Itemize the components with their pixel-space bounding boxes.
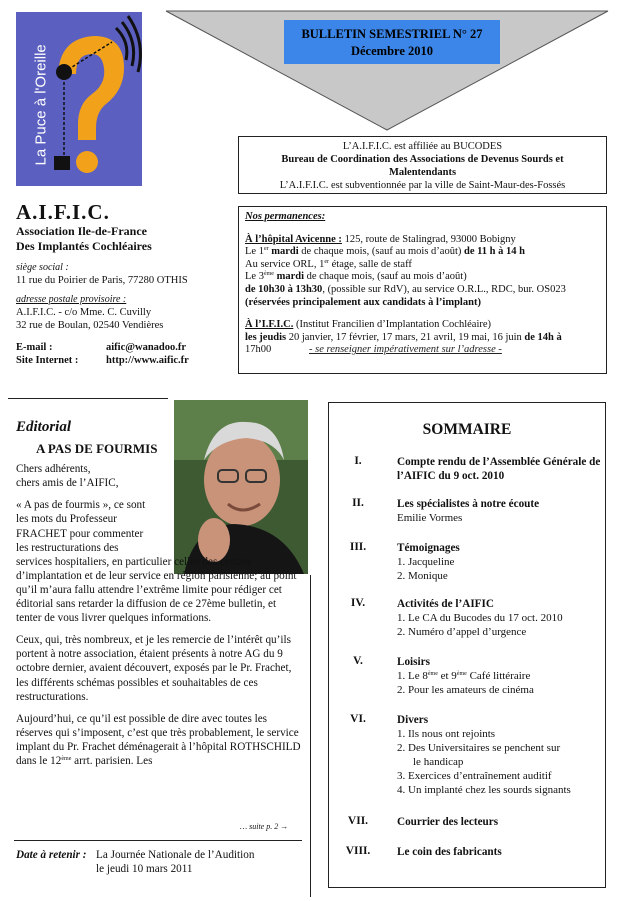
association-info: [16, 200, 226, 367]
siege-label: siège social :: [16, 262, 69, 273]
editorial-text: Aujourd’hui, ce qu’il est possible de dire avec toutes les réserves qui s’imposent, c’est que très probablement, le service implant du Pr. Frachet déménagerait à l’hôpital ROTHSCHILD dans le 12: [16, 712, 301, 767]
toc-subitem: 3. Exercices d’entraînement auditif: [397, 770, 552, 782]
toc-item-title: Divers: [397, 714, 429, 726]
toc-item-title: Loisirs: [397, 656, 430, 668]
schedule-text: Le 1: [245, 246, 264, 258]
toc-subitem: 2. Numéro d’appel d’urgence: [397, 626, 527, 638]
toc-subitem: 1. Jacqueline: [397, 556, 455, 568]
editorial-paragraph: Ceux, qui, très nombreux, et je les remercie de l’intérêt qu’ils portent à notre association, étaient présents à notre AG du 9 octobre dernier, avaient découvert, exposés par le Pr. Frachet, les différents schémas possibles et souhaitables de ces restructurations.: [16, 634, 292, 703]
date-value: le jeudi 10 mars 2011: [96, 863, 193, 875]
superscript: ème: [456, 671, 467, 677]
schedule-text: de chaque mois, (sauf au mois d’août): [298, 246, 465, 258]
affiliation-line: L’A.I.F.I.C. est affiliée au BUCODES: [342, 141, 503, 152]
table-of-contents: [328, 402, 606, 888]
hopital-title: À l’hôpital Avicenne :: [245, 233, 342, 245]
superscript: er: [263, 246, 269, 253]
toc-number: VI.: [350, 713, 366, 725]
schedule-text: de chaque mois, (sauf au mois d’août): [304, 271, 467, 283]
toc-item-title: Compte rendu de l’Assemblée Générale de l’AIFIC du 9 oct. 2010: [397, 456, 601, 482]
site-label: Site Internet :: [16, 355, 79, 366]
superscript: ème: [61, 755, 72, 762]
editorial-section: [16, 420, 304, 768]
toc-subitem: 1. Ils nous ont rejoints: [397, 728, 496, 740]
toc-number: V.: [353, 655, 363, 667]
editorial-title: Editorial: [16, 419, 72, 435]
superscript: ème: [427, 671, 438, 677]
date-rule: [14, 840, 302, 841]
ific-description: (Institut Francilien d’Implantation Cochléaire): [293, 319, 492, 331]
affiliation-line: L’A.I.F.I.C. est subventionnée par la ville de Saint-Maur-des-Fossés: [279, 180, 566, 191]
affiliation-box: [238, 136, 607, 194]
schedule-hours: 17h00: [245, 344, 272, 356]
editorial-text: arrt. parisien. Les: [71, 754, 153, 767]
association-subtitle: Association Ile-de-France: [16, 224, 147, 238]
toc-item-title: Courrier des lecteurs: [397, 816, 499, 828]
schedule-text: , (possible sur RdV), au service O.R.L., RDC, bur. OS023: [322, 283, 566, 295]
editorial-text: les restructurations des: [16, 541, 119, 554]
reserved-note: (réservées principalement aux candidats à l’implant): [245, 296, 481, 308]
hopital-address: 125, route de Stalingrad, 93000 Bobigny: [341, 233, 516, 245]
bulletin-date: Décembre 2010: [350, 44, 434, 58]
affiliation-line: Malentendants: [388, 167, 457, 178]
toc-item-title: Activités de l’AIFIC: [397, 598, 494, 610]
postal-address: 32 rue de Boulan, 02540 Vendières: [16, 320, 164, 331]
editorial-top-rule: [8, 398, 168, 399]
toc-number: VII.: [347, 815, 369, 827]
logo-text: La Puce à l'Oreille: [32, 44, 50, 166]
email-link[interactable]: aific@wanadoo.fr: [106, 342, 187, 353]
toc-number: III.: [349, 541, 367, 553]
affiliation-line: Bureau de Coordination des Associations de Devenus Sourds et: [281, 154, 564, 165]
bulletin-number: BULLETIN SEMESTRIEL N° 27: [301, 27, 483, 41]
schedule-text: étage, salle de staff: [329, 258, 412, 270]
editorial-greeting: Chers adhérents,: [16, 463, 91, 476]
toc-item[interactable]: [397, 845, 602, 859]
schedule-day: les jeudis: [245, 331, 287, 343]
toc-item[interactable]: [397, 455, 602, 483]
editorial-greeting: chers amis de l’AIFIC,: [16, 477, 119, 490]
toc-subitem: 2. Monique: [397, 570, 448, 582]
toc-subitem: le handicap: [413, 756, 464, 768]
toc-item[interactable]: [397, 815, 602, 829]
toc-item[interactable]: [397, 713, 602, 797]
toc-subitem: 2. Des Universitaires se penchent sur: [397, 742, 561, 754]
toc-subitem: 1. Le CA du Bucodes du 17 oct. 2010: [397, 612, 563, 624]
toc-subitem: [397, 669, 602, 683]
toc-number: II.: [352, 497, 364, 509]
permanences-title: Nos permanences:: [245, 211, 326, 222]
toc-subitem: 4. Un implanté chez les sourds signants: [397, 784, 571, 796]
schedule-text: Au service ORL, 1: [245, 258, 325, 270]
editorial-heading: A PAS DE FOURMIS: [36, 441, 158, 457]
superscript: ème: [263, 271, 274, 278]
renseigner-note: - se renseigner impérativement sur l’adresse -: [309, 344, 502, 356]
toc-text: 1. Le 8: [397, 670, 428, 682]
continued-link[interactable]: … suite p. 2 →: [240, 822, 289, 831]
postal-label: adresse postale provisoire :: [16, 294, 127, 305]
schedule-day: mardi: [273, 271, 304, 283]
schedule-day: mardi: [268, 246, 299, 258]
editorial-text: les mots du Professeur: [16, 513, 117, 526]
toc-item-title: Le coin des fabricants: [397, 846, 502, 858]
website-link[interactable]: http://www.aific.fr: [106, 355, 189, 366]
postal-address: A.I.F.I.C. - c/o Mme. C. Cuvilly: [16, 307, 152, 318]
date-label: Date à retenir :: [16, 849, 87, 861]
column-divider: [310, 575, 311, 897]
email-label: E-mail :: [16, 342, 53, 353]
toc-subitem: Emilie Vormes: [397, 512, 463, 524]
bulletin-title-box: [284, 20, 500, 64]
schedule-hours: de 10h30 à 13h30: [245, 283, 323, 295]
association-subtitle: Des Implantés Cochléaires: [16, 239, 152, 253]
toc-item[interactable]: [397, 655, 602, 697]
toc-subitem: 2. Pour les amateurs de cinéma: [397, 684, 534, 696]
siege-address: 11 rue du Poirier de Paris, 77280 OTHIS: [16, 275, 188, 286]
ific-title: À l’I.F.I.C.: [245, 319, 294, 331]
toc-item-title: Les spécialistes à notre écoute: [397, 498, 540, 510]
toc-number: I.: [354, 455, 362, 467]
toc-text: et 9: [437, 670, 457, 682]
schedule-hours: de 11 h à 14 h: [464, 246, 525, 258]
toc-title: SOMMAIRE: [422, 421, 512, 438]
toc-item[interactable]: [397, 597, 602, 639]
permanences-box: [238, 206, 607, 374]
superscript: er: [324, 258, 329, 265]
editorial-paragraph: services hospitaliers, en particulier celles des centres d’implantation et de leur service en région parisienne; au point qu’il m’aura fallu attendre l’extrême limite pour rédiger cet éditorial sans retarder la diffusion de ce 27ème bulletin, et tenter de vous livrer quelques informations.: [16, 555, 297, 625]
toc-number: VIII.: [345, 845, 371, 857]
schedule-text: 20 janvier, 17 février, 17 mars, 21 avril, 19 mai, 16 juin: [286, 331, 525, 343]
schedule-text: Le 3: [245, 271, 264, 283]
toc-item-title: Témoignages: [397, 542, 460, 554]
toc-item[interactable]: [397, 497, 602, 525]
logo: [16, 12, 142, 186]
schedule-hours: de 14h à: [524, 331, 562, 343]
toc-item[interactable]: [397, 541, 602, 583]
date-to-remember: [16, 848, 254, 876]
editorial-text: « A pas de fourmis », ce sont: [16, 499, 146, 512]
association-name: A.I.F.I.C.: [16, 200, 110, 224]
toc-text: Café littéraire: [466, 670, 531, 682]
editorial-text: FRACHET pour commenter: [16, 527, 144, 540]
editorial-paragraph: [16, 712, 304, 768]
toc-number: IV.: [350, 597, 366, 609]
date-event: La Journée Nationale de l’Audition: [96, 849, 255, 861]
